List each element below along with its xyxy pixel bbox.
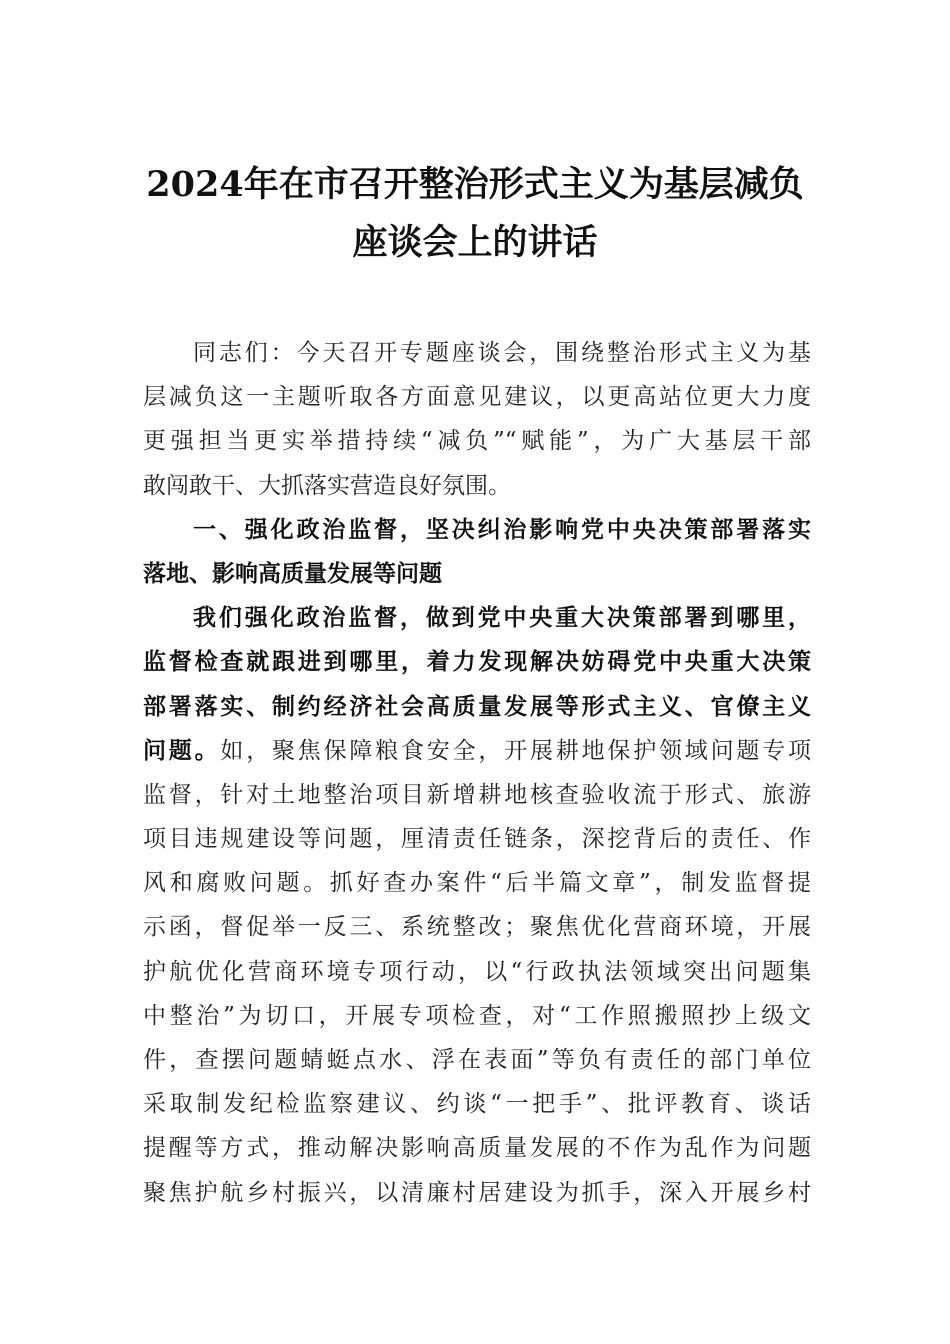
- document-title: [100, 156, 850, 272]
- para2-line-1: 监督，针对土地整治项目新增耕地核查验收流于形式、旅游: [143, 781, 811, 808]
- para2-line-10: 聚焦护航乡村振兴，以清廉村居建设为抓手，深入开展乡村: [143, 1179, 811, 1206]
- intro-line-3: 更强担当更实举措持续“减负”“赋能”，为广大基层干部: [143, 428, 811, 455]
- intro-line-1: 同志们：今天召开专题座谈会，围绕整治形式主义为基: [193, 340, 811, 366]
- title-line-2: 座谈会上的讲话: [352, 222, 598, 263]
- intro-line-4: 敢闯敢干、大抓落实营造良好氛围。: [143, 472, 511, 499]
- para2-line-6: 中整治”为切口，开展专项检查，对“工作照搬照抄上级文: [143, 1002, 811, 1029]
- section-heading-line-1: 一、强化政治监督，坚决纠治影响党中央决策部署落实: [193, 515, 811, 543]
- para2-line-3: 风和腐败问题。抓好查办案件“后半篇文章”，制发监督提: [143, 870, 811, 897]
- intro-line-2: 层减负这一主题听取各方面意见建议，以更高站位更大力度: [143, 384, 811, 411]
- para2-continue: 如，聚焦保障粮食安全，开展耕地保护领域问题专项: [220, 737, 812, 764]
- para2-bold-line-2: 监督检查就跟进到哪里，着力发现解决妨碍党中央重大决策: [143, 648, 811, 676]
- para2-line-8: 采取制发纪检监察建议、约谈“一把手”、批评教育、谈话: [143, 1091, 811, 1118]
- section-heading-line-2: 落地、影响高质量发展等问题: [143, 559, 442, 587]
- title-line-1: 2024年在市召开整治形式主义为基层减负: [146, 164, 804, 205]
- para2-bold-line-3: 部署落实、制约经济社会高质量发展等形式主义、官僚主义: [143, 692, 811, 720]
- para2-bold-end: 问题。: [143, 736, 221, 764]
- para2-mixed-line: [143, 729, 811, 773]
- para2-line-5: 护航优化营商环境专项行动，以“行政执法领域突出问题集: [143, 958, 811, 985]
- para2-line-7: 件，查摆问题蜻蜓点水、浮在表面”等负有责任的部门单位: [143, 1047, 811, 1073]
- para2-line-9: 提醒等方式，推动解决影响高质量发展的不作为乱作为问题: [143, 1135, 811, 1162]
- para2-line-2: 项目违规建设等问题，厘清责任链条，深挖背后的责任、作: [143, 826, 811, 853]
- para2-line-4: 示函，督促举一反三、系统整改；聚焦优化营商环境，开展: [143, 914, 811, 941]
- para2-bold-line-1: 我们强化政治监督，做到党中央重大决策部署到哪里，: [193, 604, 811, 632]
- document-body: [143, 331, 811, 1215]
